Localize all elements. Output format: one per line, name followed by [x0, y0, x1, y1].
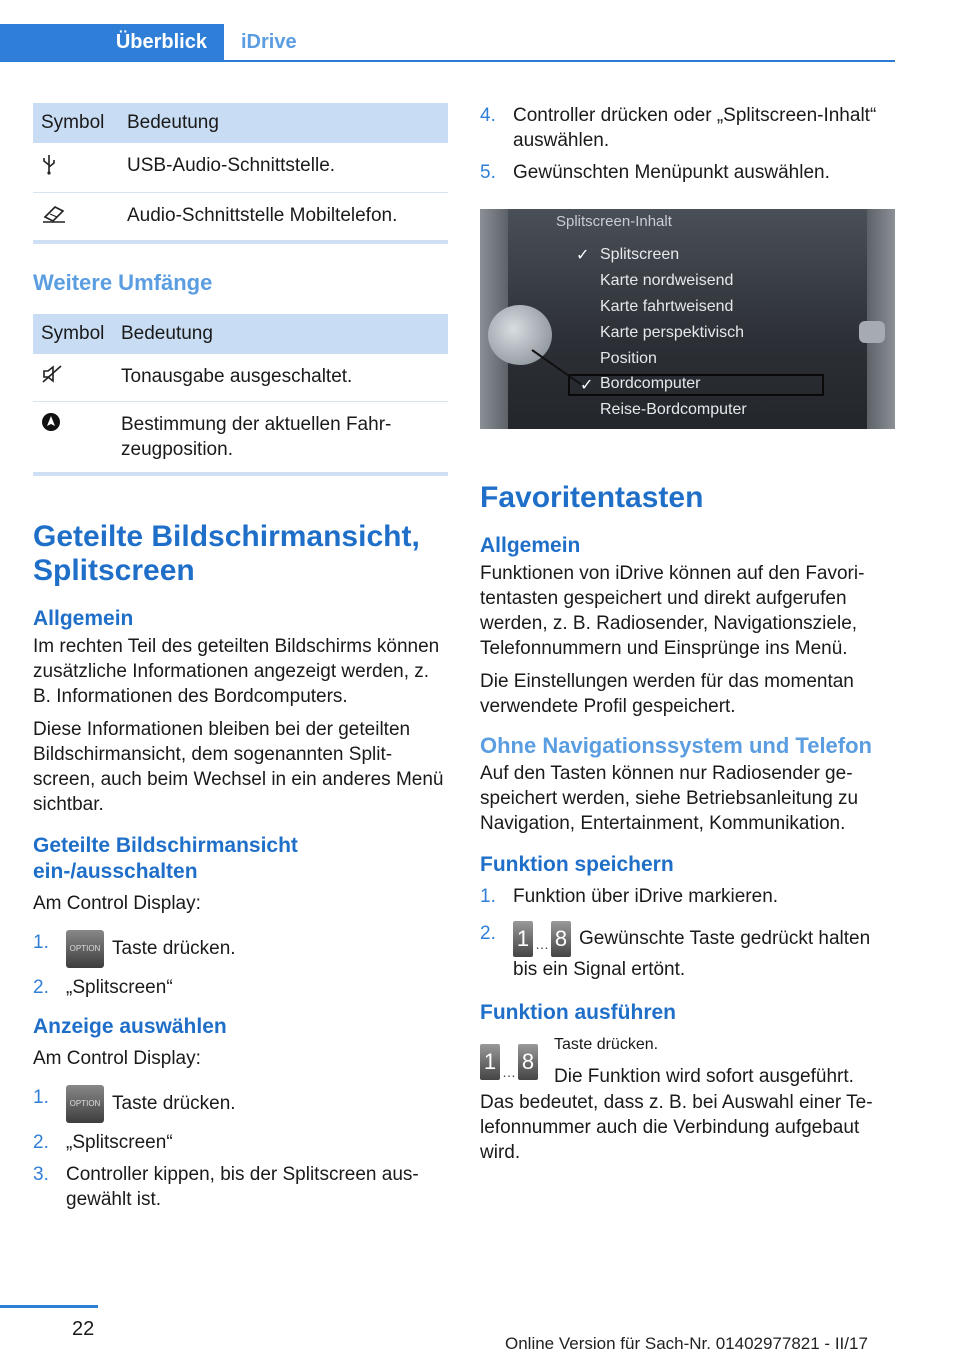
list-item: 2. „Splitscreen“ — [33, 1132, 173, 1153]
steps-splitscreen-content — [480, 103, 895, 185]
tab-idrive[interactable]: iDrive — [241, 31, 297, 53]
table-row — [33, 143, 448, 193]
header-bar — [0, 0, 895, 62]
menu-item: Karte nordweisend — [600, 272, 734, 289]
side-button — [859, 321, 885, 343]
heading-allgemein: Allgemein — [33, 607, 134, 630]
table-row — [33, 193, 448, 243]
list-item: 5. Gewünschten Menüpunkt auswählen. — [480, 162, 830, 183]
paragraph: Taste drücken. — [554, 1036, 659, 1053]
steps-save — [480, 884, 895, 982]
paragraph: Auf den Tasten können nur Radiosender gespeichert werden, siehe Betriebsanleitung zu Navigation, Entertainment, Kommunikation. — [480, 763, 859, 834]
col-symbol: Symbol — [33, 314, 113, 354]
row-text: USB-Audio-Schnittstelle. — [119, 143, 448, 193]
menu-item-selected: Bordcomputer — [600, 375, 701, 392]
right-column — [480, 103, 895, 1165]
option-button-icon: OPTION — [66, 930, 104, 968]
favorite-key-1-icon: 1 — [480, 1044, 500, 1080]
row-text: Tonausgabe ausgeschaltet. — [113, 354, 448, 402]
heading-weitere: Weitere Umfänge — [33, 270, 213, 295]
exec-row: 1 … 8 Taste drücken. Die Funktion wird sofort ausgeführt. — [480, 1036, 895, 1086]
steps-select — [33, 1085, 448, 1212]
page-number: 22 — [72, 1318, 95, 1340]
paragraph: Im rechten Teil des geteilten Bildschirms können zusätzliche Informationen angezeigt werden, z. B. Informationen des Bordcomputers. — [33, 636, 440, 707]
col-meaning: Bedeutung — [113, 314, 448, 354]
heading-toggle: Geteilte Bildschirmansicht ein-/ausschalten — [33, 834, 298, 883]
list-item: 3. Controller kippen, bis der Splitscreen ausgewählt ist. — [33, 1164, 419, 1210]
heading-favoritentasten: Favoritentasten — [480, 481, 704, 514]
favorite-key-8-icon: 8 — [518, 1044, 538, 1080]
phone-audio-icon — [33, 193, 119, 243]
paragraph: Diese Informationen bleiben bei der geteilten Bildschirmansicht, dem sogenannten Splitscreen, auch beim Wechsel in ein anderes Menü sichtbar. — [33, 719, 444, 815]
position-icon — [33, 402, 113, 475]
menu-item: Splitscreen — [600, 246, 680, 263]
paragraph: Am Control Display: — [33, 1048, 201, 1069]
heading-ausfuehren: Funktion ausführen — [480, 1001, 676, 1024]
paragraph: Die Einstellungen werden für das momentan verwendete Profil gespeichert. — [480, 671, 854, 717]
option-button-icon: OPTION — [66, 1085, 104, 1123]
menu-item: Reise-Bordcomputer — [600, 401, 747, 418]
menu-item: Karte fahrtweisend — [600, 298, 734, 315]
mute-icon — [33, 354, 113, 402]
list-item: 2. 1 … 8 Gewünschte Taste gedrückt halten bis ein Signal ertönt. — [480, 923, 871, 980]
favorite-key-8-icon: 8 — [551, 921, 571, 957]
heading-select: Anzeige auswählen — [33, 1015, 227, 1038]
list-item: 1. OPTION Taste drücken. — [33, 930, 448, 968]
heading-splitscreen: Geteilte Bildschirmansicht, Splitscreen — [33, 520, 420, 587]
paragraph: Am Control Display: — [33, 893, 201, 914]
list-item: 1. Funktion über iDrive markieren. — [480, 886, 779, 907]
menu-item: Karte perspektivisch — [600, 324, 745, 341]
paragraph: Funktionen von iDrive können auf den Favoritentasten gespeichert und direkt aufgerufen werden, z. B. Radiosender, Navigationsziele, Telefonnummern und Einsprünge ins Menü. — [480, 563, 865, 659]
footer-line — [0, 1305, 98, 1308]
list-item: 1. OPTION Taste drücken. — [33, 1085, 448, 1123]
symbol-table-more — [33, 314, 448, 476]
heading-speichern: Funktion speichern — [480, 853, 674, 876]
paragraph: Das bedeutet, dass z. B. bei Auswahl einer Telefonnummer auch die Verbindung aufgebaut wird. — [480, 1092, 873, 1163]
paragraph: Die Funktion wird sofort ausgeführt. — [554, 1066, 854, 1087]
col-symbol: Symbol — [33, 103, 119, 143]
table-row — [33, 402, 448, 475]
table-row — [33, 354, 448, 402]
list-item: 2. „Splitscreen“ — [33, 977, 173, 998]
row-text: Bestimmung der aktuellen Fahrzeugposition. — [121, 414, 392, 460]
symbol-table-audio — [33, 103, 448, 244]
footer-text: Online Version für Sach-Nr. 01402977821 - II/17 — [505, 1334, 868, 1353]
tab-ueberblick[interactable]: Überblick — [0, 24, 224, 61]
heading-allgemein: Allgemein — [480, 534, 581, 557]
menu-item: Position — [600, 350, 657, 367]
col-meaning: Bedeutung — [119, 103, 448, 143]
left-column — [33, 103, 448, 1212]
screen-title: Splitscreen-Inhalt — [556, 213, 672, 230]
list-item: 4. Controller drücken oder „Splitscreen-Inhalt“ auswählen. — [480, 105, 877, 151]
row-text: Audio-Schnittstelle Mobiltelefon. — [127, 205, 398, 226]
steps-toggle — [33, 930, 448, 1000]
heading-ohne-navigation: Ohne Navigationssystem und Telefon — [480, 733, 872, 758]
usb-icon — [33, 143, 119, 193]
favorite-key-1-icon: 1 — [513, 921, 533, 957]
control-display-screenshot: Splitscreen-Inhalt ✓ Splitscreen Karte nordweisend Karte fahrtweisend Karte perspektivisch Position ✓ Bordcomputer Reise-Bordcomputer — [480, 209, 895, 429]
